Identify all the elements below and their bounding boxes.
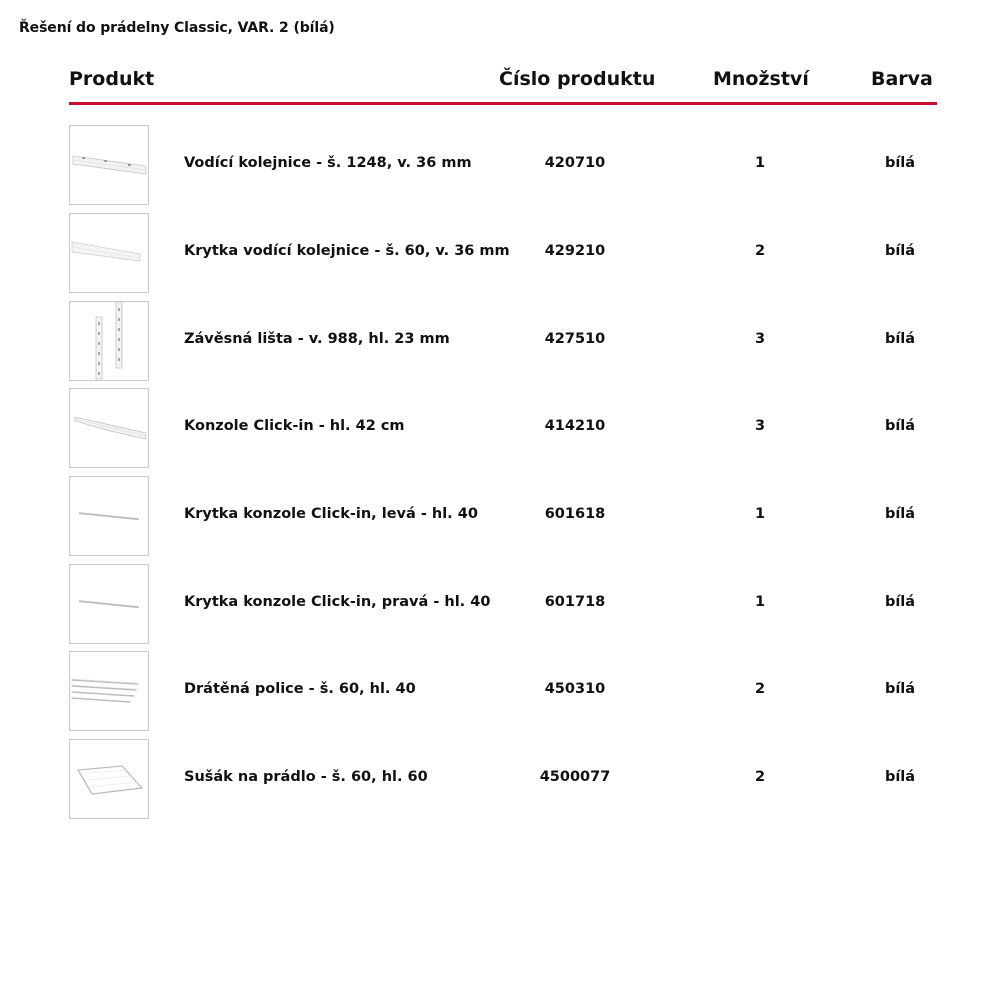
product-color: bílá xyxy=(884,769,916,785)
product-number: 420710 xyxy=(544,155,606,171)
product-quantity: 3 xyxy=(754,331,766,347)
header-color: Barva xyxy=(871,68,933,90)
product-thumbnail xyxy=(69,213,149,293)
product-name: Vodící kolejnice - š. 1248, v. 36 mm xyxy=(184,155,472,171)
table-row xyxy=(0,213,1000,301)
header-product: Produkt xyxy=(69,68,155,90)
product-number: 429210 xyxy=(544,243,606,259)
product-quantity: 1 xyxy=(754,594,766,610)
product-number: 414210 xyxy=(544,418,606,434)
product-quantity: 1 xyxy=(754,506,766,522)
table-row xyxy=(0,125,1000,213)
table-row xyxy=(0,739,1000,827)
product-number: 427510 xyxy=(544,331,606,347)
bracket-icon xyxy=(70,389,148,467)
product-quantity: 3 xyxy=(754,418,766,434)
product-name: Krytka konzole Click-in, pravá - hl. 40 xyxy=(184,594,491,610)
product-color: bílá xyxy=(884,243,916,259)
product-number: 4500077 xyxy=(539,769,611,785)
table-row xyxy=(0,476,1000,564)
table-row xyxy=(0,388,1000,476)
product-number: 601618 xyxy=(544,506,606,522)
product-number: 450310 xyxy=(544,681,606,697)
product-quantity: 2 xyxy=(754,243,766,259)
product-name: Závěsná lišta - v. 988, hl. 23 mm xyxy=(184,331,450,347)
product-color: bílá xyxy=(884,418,916,434)
product-color: bílá xyxy=(884,331,916,347)
header-divider xyxy=(69,102,937,105)
product-color: bílá xyxy=(884,594,916,610)
product-thumbnail xyxy=(69,739,149,819)
product-thumbnail xyxy=(69,476,149,556)
header-product-number: Číslo produktu xyxy=(499,68,656,90)
product-quantity: 1 xyxy=(754,155,766,171)
header-quantity: Množství xyxy=(713,68,809,90)
product-thumbnail xyxy=(69,388,149,468)
table-row xyxy=(0,651,1000,739)
hanging-strip-icon xyxy=(70,302,148,380)
rail-cover-icon xyxy=(70,214,148,292)
product-thumbnail xyxy=(69,125,149,205)
page-title: Řešení do prádelny Classic, VAR. 2 (bílá) xyxy=(19,20,335,36)
product-name: Krytka vodící kolejnice - š. 60, v. 36 mm xyxy=(184,243,510,259)
product-number: 601718 xyxy=(544,594,606,610)
bracket-cover-icon xyxy=(70,565,148,643)
table-row xyxy=(0,301,1000,389)
product-quantity: 2 xyxy=(754,681,766,697)
product-name: Sušák na prádlo - š. 60, hl. 60 xyxy=(184,769,428,785)
product-thumbnail xyxy=(69,564,149,644)
wire-shelf-icon xyxy=(70,652,148,730)
rail-icon xyxy=(70,126,148,204)
product-name: Drátěná police - š. 60, hl. 40 xyxy=(184,681,416,697)
product-color: bílá xyxy=(884,506,916,522)
product-color: bílá xyxy=(884,155,916,171)
bracket-cover-icon xyxy=(70,477,148,555)
table-header xyxy=(0,0,1000,110)
drying-rack-icon xyxy=(70,740,148,818)
table-row xyxy=(0,564,1000,652)
product-name: Krytka konzole Click-in, levá - hl. 40 xyxy=(184,506,478,522)
product-thumbnail xyxy=(69,651,149,731)
product-quantity: 2 xyxy=(754,769,766,785)
product-name: Konzole Click-in - hl. 42 cm xyxy=(184,418,405,434)
product-color: bílá xyxy=(884,681,916,697)
product-thumbnail xyxy=(69,301,149,381)
